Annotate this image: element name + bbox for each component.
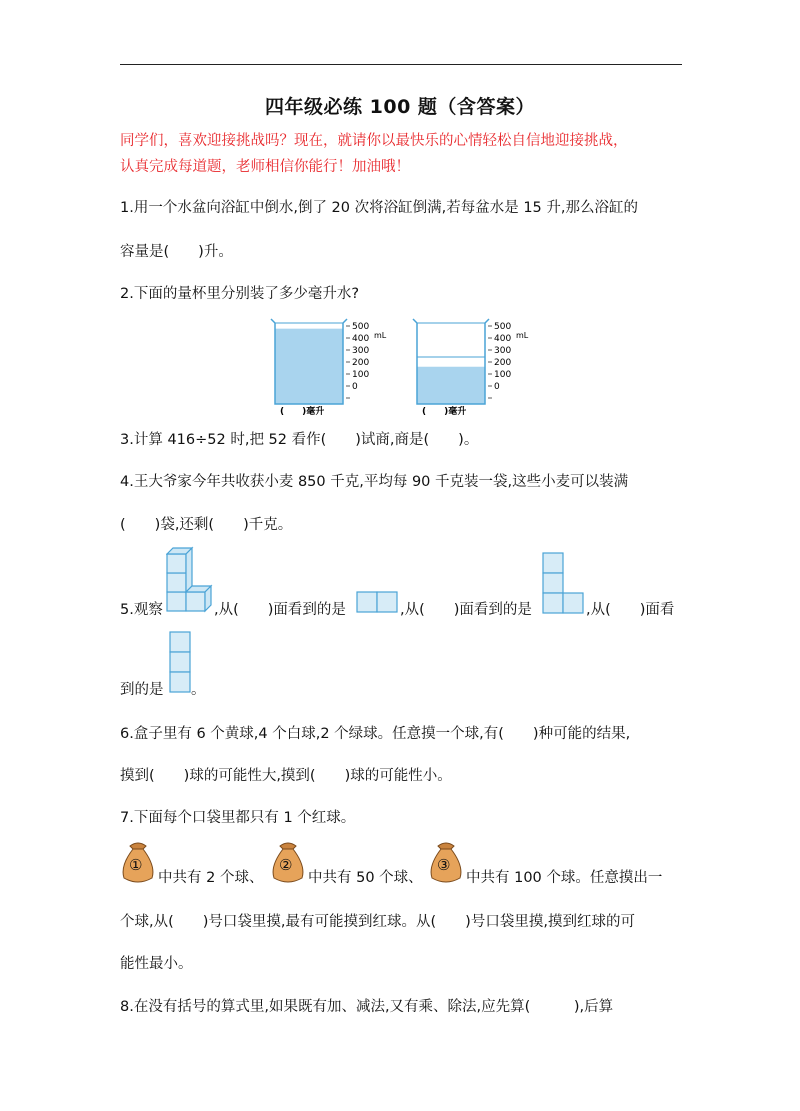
bag-1-icon bbox=[118, 836, 158, 886]
cup-2-mark-400: 400 bbox=[494, 334, 512, 344]
cup-2-caption: ( )毫升 bbox=[422, 407, 467, 417]
q6-line-1: 6.盒子里有 6 个黄球,4 个白球,2 个绿球。任意摸一个球,有( )种可能的结果, bbox=[120, 726, 631, 742]
cup-1-water bbox=[275, 329, 343, 404]
cup-2-mark-0: 0 bbox=[494, 382, 500, 392]
bag-3-icon bbox=[426, 836, 466, 886]
cup-2-mark-100: 100 bbox=[494, 370, 512, 380]
q7-bag-2-text: 中共有 50 个球、 bbox=[308, 870, 423, 886]
q8-text: 8.在没有括号的算式里,如果既有加、减法,又有乘、除法,应先算( ),后算 bbox=[120, 999, 614, 1015]
q3-text: 3.计算 416÷52 时,把 52 看作( )试商,商是( )。 bbox=[120, 432, 479, 448]
q5-part-2: ,从( )面看到的是 bbox=[214, 602, 346, 618]
q1-line-2: 容量是( )升。 bbox=[120, 244, 233, 260]
cube-stack-3d bbox=[166, 545, 216, 613]
view-two-horizontal bbox=[356, 591, 400, 613]
bag-2-icon bbox=[268, 836, 308, 886]
cup-1-mark-300: 300 bbox=[352, 346, 370, 356]
measuring-cups-figure bbox=[266, 314, 546, 418]
q4-line-2: ( )袋,还剩( )千克。 bbox=[120, 517, 293, 533]
cup-1-mark-500: 500 bbox=[352, 322, 370, 332]
header-rule bbox=[120, 64, 682, 65]
q7-line-3: 能性最小。 bbox=[120, 956, 193, 972]
page-title: 四年级必练 100 题（含答案） bbox=[265, 96, 535, 118]
cup-1-mark-400: 400 bbox=[352, 334, 370, 344]
cup-1-mark-200: 200 bbox=[352, 358, 370, 368]
cup-1-mark-0: 0 bbox=[352, 382, 358, 392]
measuring-cup-2 bbox=[413, 319, 529, 417]
bag-2-label: ② bbox=[279, 856, 293, 874]
q7-bag-3-text: 中共有 100 个球。任意摸出一 bbox=[466, 870, 663, 886]
q5-part-4: ,从( )面看 bbox=[586, 602, 675, 618]
cup-1-caption: ( )毫升 bbox=[280, 407, 325, 417]
q7-bag-1-text: 中共有 2 个球、 bbox=[158, 870, 264, 886]
intro-text bbox=[120, 128, 685, 180]
q5-part-1: 5.观察 bbox=[120, 602, 163, 618]
q2-text: 2.下面的量杯里分别装了多少毫升水? bbox=[120, 286, 360, 302]
bag-1-label: ① bbox=[129, 856, 143, 874]
cup-2-mark-300: 300 bbox=[494, 346, 512, 356]
q6-line-2: 摸到( )球的可能性大,摸到( )球的可能性小。 bbox=[120, 768, 452, 784]
view-l-shape bbox=[542, 552, 586, 614]
q7-text: 7.下面每个口袋里都只有 1 个红球。 bbox=[120, 810, 356, 826]
measuring-cup-1 bbox=[271, 319, 387, 417]
q5-part-3: ,从( )面看到的是 bbox=[400, 602, 532, 618]
q1-line-1: 1.用一个水盆向浴缸中倒水,倒了 20 次将浴缸倒满,若每盆水是 15 升,那么浴缸的 bbox=[120, 200, 638, 216]
intro-line-2: 认真完成每道题，老师相信你能行！加油哦！ bbox=[120, 159, 410, 175]
cup-2-mark-500: 500 bbox=[494, 322, 512, 332]
bag-3-label: ③ bbox=[437, 856, 451, 874]
q5-line-2: 到的是 bbox=[120, 682, 164, 698]
cup-2-unit: mL bbox=[516, 331, 529, 340]
cup-1-mark-100: 100 bbox=[352, 370, 370, 380]
cube-solid bbox=[167, 548, 211, 611]
cup-1-unit: mL bbox=[374, 331, 387, 340]
cup-2-mark-200: 200 bbox=[494, 358, 512, 368]
q4-line-1: 4.王大爷家今年共收获小麦 850 千克,平均每 90 千克装一袋,这些小麦可以装满 bbox=[120, 474, 629, 490]
cup-2-water bbox=[417, 367, 485, 404]
q7-line-2: 个球,从( )号口袋里摸,最有可能摸到红球。从( )号口袋里摸,摸到红球的可 bbox=[120, 914, 635, 930]
intro-line-1: 同学们，喜欢迎接挑战吗？现在，就请你以最快乐的心情轻松自信地迎接挑战， bbox=[120, 133, 628, 149]
view-three-vertical bbox=[169, 631, 193, 693]
q5-end: 。 bbox=[191, 682, 206, 698]
